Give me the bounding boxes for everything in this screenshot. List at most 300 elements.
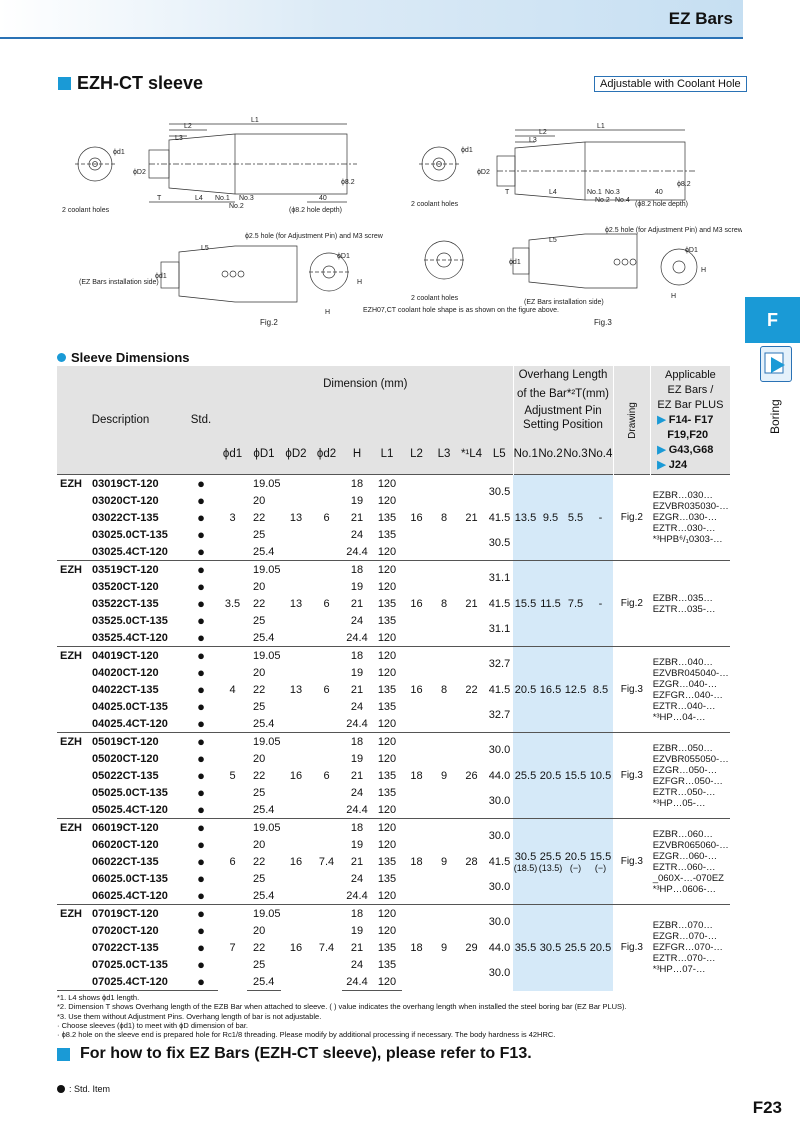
std-bullet-icon: ● — [197, 751, 205, 766]
row-code: 05025.0CT-135 — [92, 786, 168, 799]
table-row — [57, 819, 730, 837]
cell-H: 21 — [350, 769, 364, 782]
row-code: 07022CT-135 — [92, 941, 159, 954]
row-prefix — [57, 492, 92, 509]
applicable-item: EZGR…060-… — [652, 850, 718, 862]
row-code: 04025.0CT-135 — [92, 700, 168, 713]
cell-L1: 120 — [372, 733, 402, 751]
legend: : Std. Item — [57, 1084, 110, 1094]
cell-H: 18 — [342, 819, 372, 837]
cell-L1: 120 — [372, 973, 402, 991]
cell-H: 24.4 — [346, 889, 368, 902]
std-bullet-icon: ● — [197, 630, 205, 645]
cell-L2: 16 — [402, 647, 431, 733]
cell-D1: 19.05 — [247, 475, 281, 493]
row-prefix — [57, 836, 92, 853]
svg-text:L5: L5 — [549, 237, 557, 244]
cell-n2: 9.5 — [538, 475, 563, 561]
row-code: 04020CT-120 — [92, 666, 159, 679]
row-code: 03522CT-135 — [92, 597, 159, 610]
cell-L3: 9 — [431, 819, 457, 905]
cell-H: 24 — [350, 528, 364, 541]
row-prefix — [57, 973, 92, 991]
cell-H: 19 — [350, 666, 364, 679]
cell-d2: 7.4 — [311, 819, 342, 905]
cell-H: 24.4 — [346, 717, 368, 730]
footnotes — [57, 993, 747, 1039]
row-code: 07019CT-120 — [92, 905, 184, 923]
svg-text:(EZ Bars installation side): (EZ Bars installation side) — [79, 279, 159, 286]
cell-D2: 13 — [281, 475, 311, 561]
table-row — [57, 905, 730, 923]
row-prefix — [57, 578, 92, 595]
row-prefix — [57, 664, 92, 681]
svg-text:H: H — [701, 267, 707, 274]
table-header-row — [57, 366, 730, 384]
row-code: 06022CT-135 — [92, 855, 159, 868]
cell-H: 18 — [342, 561, 372, 579]
svg-text:L3: L3 — [175, 135, 183, 142]
cell-L5: 41.5 — [488, 855, 511, 868]
cell-D1: 25 — [253, 958, 266, 971]
cell-D1: 25.4 — [253, 889, 275, 902]
applicable-item: _060X-…-070EZ — [652, 872, 724, 884]
table-row — [57, 475, 730, 493]
cell-n4: 10.5 — [588, 733, 613, 819]
row-prefix — [57, 767, 92, 784]
std-bullet-icon: ● — [184, 973, 218, 991]
svg-text:ϕ2.5 hole (for Adjustment Pin): ϕ2.5 hole (for Adjustment Pin) and M3 screw — [245, 233, 383, 240]
cell-H: 19 — [350, 838, 364, 851]
std-bullet-icon: ● — [197, 493, 205, 508]
cell-D1: 19.05 — [247, 561, 281, 579]
cell-H: 24.4 — [342, 973, 372, 991]
svg-text:No.2: No.2 — [595, 197, 610, 204]
header-title: EZ Bars — [668, 9, 733, 28]
applicable-item: EZFGR…070-… — [652, 942, 723, 954]
std-bullet-icon: ● — [197, 854, 205, 869]
row-code: 07025.4CT-120 — [92, 973, 184, 991]
svg-text:No.3: No.3 — [605, 189, 620, 196]
cell-L5: 32.7 — [488, 709, 511, 721]
col-H: H — [342, 433, 372, 474]
row-code: 05025.4CT-120 — [92, 803, 168, 816]
technical-drawings — [57, 112, 742, 342]
cell-d1: 4 — [218, 647, 247, 733]
row-code: 06025.0CT-135 — [92, 872, 168, 885]
cell-H: 24 — [350, 872, 364, 885]
howto-square-icon — [57, 1048, 70, 1061]
applicable-item: EZGR…030-… — [652, 512, 718, 523]
row-prefix: EZH — [57, 647, 92, 665]
cell-n2: 20.5 — [538, 733, 563, 819]
std-bullet-icon: ● — [184, 475, 218, 493]
std-bullet-icon: ● — [197, 510, 205, 525]
cell-L5: 44.0 — [488, 941, 511, 954]
svg-text:ϕD2: ϕD2 — [133, 169, 146, 176]
cell-D1: 22 — [253, 769, 266, 782]
cell-applicable — [651, 647, 730, 733]
cell-D1: 25.4 — [253, 545, 275, 558]
std-bullet-icon: ● — [197, 527, 205, 542]
cell-L3: 9 — [431, 905, 457, 991]
cell-L5: 30.0 — [488, 967, 511, 980]
applicable-item: EZBR…070… — [652, 920, 713, 932]
section-title — [58, 73, 203, 94]
cell-H: 18 — [342, 905, 372, 923]
cell-D1: 19.05 — [247, 905, 281, 923]
svg-text:ϕd1: ϕd1 — [113, 149, 125, 156]
cell-H: 18 — [342, 733, 372, 751]
cell-applicable — [651, 475, 730, 561]
applicable-item: *³HP…04-… — [652, 711, 706, 723]
cell-D1: 22 — [253, 511, 266, 524]
header-std: Std. — [184, 366, 218, 475]
std-bullet-icon: ● — [184, 733, 218, 751]
svg-text:No.1: No.1 — [215, 195, 230, 202]
svg-text:2 coolant holes: 2 coolant holes — [411, 295, 459, 302]
svg-text:H: H — [357, 279, 363, 286]
svg-text:L2: L2 — [184, 123, 192, 130]
cell-applicable — [651, 905, 730, 991]
cell-L5: 41.5 — [488, 511, 511, 524]
header-overhang-1: Overhang Length — [513, 366, 613, 384]
row-prefix: EZH — [57, 561, 92, 579]
row-code: 03025.0CT-135 — [92, 528, 168, 541]
cell-D1: 20 — [253, 838, 266, 851]
svg-text:(ϕ8.2 hole depth): (ϕ8.2 hole depth) — [635, 201, 688, 208]
section-square-icon — [58, 77, 71, 90]
cell-L4: 21 — [457, 475, 486, 561]
row-code: 03519CT-120 — [92, 561, 184, 579]
col-D1: ϕD1 — [247, 433, 281, 474]
applicable-item: EZTR…060-… — [652, 861, 716, 873]
applicable-item: EZVBR045040-… — [652, 667, 729, 679]
table-row — [57, 561, 730, 579]
std-bullet-icon: ● — [197, 596, 205, 611]
cell-applicable — [651, 733, 730, 819]
applicable-item: EZBR…030… — [652, 490, 713, 501]
applicable-item: EZFGR…040-… — [652, 689, 723, 701]
boring-bar-icon — [760, 346, 792, 382]
cell-D1: 25 — [253, 614, 266, 627]
cell-L4: 26 — [457, 733, 486, 819]
applicable-item: EZTR…040-… — [652, 700, 716, 712]
row-prefix — [57, 681, 92, 698]
cell-d2: 6 — [311, 475, 342, 561]
cell-L1: 135 — [377, 528, 397, 541]
row-code: 04019CT-120 — [92, 647, 184, 665]
svg-text:L1: L1 — [597, 123, 605, 130]
std-bullet-icon: ● — [184, 819, 218, 837]
svg-text:(ϕ8.2 hole depth): (ϕ8.2 hole depth) — [289, 207, 342, 214]
cell-d2: 7.4 — [311, 905, 342, 991]
cell-d2: 6 — [311, 647, 342, 733]
cell-n3: 12.5 — [563, 647, 588, 733]
drawing-svg — [57, 112, 742, 342]
cell-L1: 120 — [377, 803, 397, 816]
cell-L1: 135 — [377, 872, 397, 885]
row-prefix — [57, 698, 92, 715]
col-no4: No.4 — [588, 433, 613, 474]
std-bullet-icon: ● — [197, 888, 205, 903]
cell-L4: 28 — [457, 819, 486, 905]
cell-D1: 19.05 — [247, 733, 281, 751]
cell-L1: 120 — [372, 475, 402, 493]
table-title: Sleeve Dimensions — [57, 350, 190, 365]
row-prefix — [57, 526, 92, 543]
applicable-item: EZFGR…050-… — [652, 775, 723, 787]
std-bullet-icon: ● — [197, 768, 205, 783]
std-bullet-icon — [57, 1085, 65, 1093]
cell-L5: 30.0 — [486, 819, 513, 854]
applicable-item: EZGR…070-… — [652, 931, 718, 943]
cell-D1: 25 — [253, 700, 266, 713]
cell-n1: 35.5 — [513, 905, 538, 991]
std-bullet-icon: ● — [197, 837, 205, 852]
fig3-bottom-view — [529, 234, 637, 288]
row-prefix — [57, 939, 92, 956]
cell-D1: 19.05 — [247, 647, 281, 665]
std-bullet-icon: ● — [197, 957, 205, 972]
row-prefix — [57, 595, 92, 612]
cell-L1: 120 — [377, 666, 397, 679]
cell-L4: 29 — [457, 905, 486, 991]
std-bullet-icon: ● — [197, 923, 205, 938]
row-prefix — [57, 509, 92, 526]
table-row — [57, 647, 730, 665]
cell-H: 24 — [350, 786, 364, 799]
cell-D1: 20 — [253, 752, 266, 765]
cell-D2: 16 — [281, 905, 311, 991]
cell-D1: 25 — [253, 872, 266, 885]
cell-H: 24 — [350, 614, 364, 627]
cell-L4: 21 — [457, 561, 486, 647]
svg-text:2 coolant holes: 2 coolant holes — [62, 207, 110, 214]
row-prefix — [57, 801, 92, 819]
cell-D2: 16 — [281, 733, 311, 819]
cell-D1: 25 — [253, 786, 266, 799]
row-prefix — [57, 543, 92, 561]
svg-text:No.4: No.4 — [615, 197, 630, 204]
cell-H: 21 — [350, 511, 364, 524]
cell-H: 19 — [350, 580, 364, 593]
std-bullet-icon: ● — [197, 665, 205, 680]
cell-H: 18 — [342, 475, 372, 493]
cell-L1: 120 — [377, 580, 397, 593]
cell-n4: - — [588, 561, 613, 647]
cell-L1: 120 — [372, 819, 402, 837]
cell-L5: 30.5 — [488, 537, 511, 549]
cell-D1: 22 — [253, 597, 266, 610]
applicable-item: *³HPB⁶/₁0303-… — [652, 534, 723, 545]
svg-text:L5: L5 — [201, 245, 209, 252]
col-L1: L1 — [372, 433, 402, 474]
std-bullet-icon: ● — [197, 785, 205, 800]
svg-text:ϕD2: ϕD2 — [477, 169, 490, 176]
sleeve-dimension-table — [57, 366, 730, 991]
std-bullet-icon: ● — [197, 699, 205, 714]
cell-H: 24.4 — [346, 803, 368, 816]
cell-D1: 20 — [253, 924, 266, 937]
cell-D1: 25.4 — [253, 717, 275, 730]
std-bullet-icon: ● — [197, 940, 205, 955]
row-code: 05020CT-120 — [92, 752, 159, 765]
cell-n1: 15.5 — [513, 561, 538, 647]
row-prefix — [57, 750, 92, 767]
cell-L1: 135 — [377, 614, 397, 627]
cell-L3: 8 — [431, 475, 457, 561]
header-bar — [0, 0, 743, 39]
cell-D1: 25.4 — [247, 973, 281, 991]
row-code: 03525.0CT-135 — [92, 614, 168, 627]
cell-D1: 19.05 — [247, 819, 281, 837]
cell-applicable — [651, 819, 730, 905]
col-L5: L5 — [486, 433, 513, 474]
cell-L1: 120 — [377, 889, 397, 902]
cell-D2: 13 — [281, 647, 311, 733]
svg-text:L4: L4 — [195, 195, 203, 202]
note-1: *1. L4 shows ϕd1 length. — [57, 993, 140, 1002]
cell-L1: 135 — [377, 683, 397, 696]
row-code: 03020CT-120 — [92, 494, 159, 507]
row-code: 05019CT-120 — [92, 733, 184, 751]
svg-text:ϕd1: ϕd1 — [155, 273, 167, 280]
col-d1: ϕd1 — [218, 433, 247, 474]
col-no1: No.1 — [513, 433, 538, 474]
cell-L1: 135 — [377, 855, 397, 868]
cell-L2: 16 — [402, 475, 431, 561]
svg-text:No.3: No.3 — [239, 195, 254, 202]
row-prefix — [57, 784, 92, 801]
applicable-item: *³HP…05-… — [652, 797, 706, 809]
cell-L5: 41.5 — [488, 597, 511, 610]
cell-d1: 3 — [218, 475, 247, 561]
cell-L1: 120 — [377, 717, 397, 730]
row-prefix — [57, 715, 92, 733]
svg-text:40: 40 — [655, 189, 663, 196]
cell-H: 19 — [350, 494, 364, 507]
cell-drawing: Fig.2 — [613, 561, 651, 647]
applicable-item: EZVBR065060-… — [652, 839, 729, 851]
svg-text:ϕD1: ϕD1 — [685, 247, 698, 254]
cell-n4: 8.5 — [588, 647, 613, 733]
header-adjust: Adjustment Pin Setting Position — [513, 403, 613, 433]
svg-text:T: T — [505, 189, 510, 196]
svg-text:No.2: No.2 — [229, 203, 244, 210]
cell-n1: 30.5 (18.5) — [513, 819, 538, 905]
cell-drawing: Fig.2 — [613, 475, 651, 561]
cell-L5: 30.0 — [486, 733, 513, 768]
cell-L1: 135 — [377, 700, 397, 713]
cell-D1: 20 — [253, 580, 266, 593]
cell-L1: 120 — [377, 545, 397, 558]
cell-L4: 22 — [457, 647, 486, 733]
row-prefix: EZH — [57, 905, 92, 923]
svg-text:L4: L4 — [549, 189, 557, 196]
cell-D1: 22 — [253, 941, 266, 954]
svg-text:No.1: No.1 — [587, 189, 602, 196]
cell-H: 24.4 — [346, 545, 368, 558]
applicable-item: EZVBR055050-… — [652, 753, 729, 765]
cell-D1: 25 — [253, 528, 266, 541]
row-prefix — [57, 922, 92, 939]
col-D2: ϕD2 — [281, 433, 311, 474]
applicable-item: EZGR…040-… — [652, 678, 718, 690]
applicable-item: *³HP…0606-… — [652, 883, 717, 895]
applicable-item: EZTR…030-… — [652, 523, 716, 534]
cell-L5: 31.1 — [488, 623, 511, 635]
header-overhang-2: of the Bar*²T(mm) — [513, 384, 613, 402]
cell-D2: 13 — [281, 561, 311, 647]
cell-L1: 120 — [377, 924, 397, 937]
row-prefix: EZH — [57, 475, 92, 493]
cell-n2: 25.5 (13.5) — [538, 819, 563, 905]
applicable-item: EZBR…060… — [652, 828, 713, 840]
cell-L3: 8 — [431, 561, 457, 647]
chapter-tab[interactable]: F — [745, 297, 800, 343]
cell-D2: 16 — [281, 819, 311, 905]
side-label-boring: Boring — [768, 399, 782, 434]
header-dimension: Dimension (mm) — [218, 366, 513, 403]
cell-H: 21 — [350, 855, 364, 868]
cell-drawing: Fig.3 — [613, 647, 651, 733]
cell-drawing: Fig.3 — [613, 733, 651, 819]
applicable-item: EZBR…035… — [652, 592, 713, 604]
cell-L3: 9 — [431, 733, 457, 819]
header-applicable: Applicable EZ Bars / EZ Bar PLUS ▶ F14- F17 F19,F20 ▶ G43,G68 ▶ J24 — [651, 366, 730, 475]
row-prefix — [57, 887, 92, 905]
note-4: · Choose sleeves (ϕd1) to meet with ϕD dimension of bar. — [57, 1020, 248, 1030]
std-bullet-icon: ● — [197, 802, 205, 817]
cell-L1: 135 — [377, 941, 397, 954]
row-code: 06019CT-120 — [92, 819, 184, 837]
svg-text:ϕ8.2: ϕ8.2 — [677, 181, 691, 188]
svg-text:ϕd1: ϕd1 — [461, 147, 473, 154]
table-row — [57, 733, 730, 751]
col-L4: *¹L4 — [457, 433, 486, 474]
cell-L2: 18 — [402, 733, 431, 819]
cell-n4: 20.5 — [588, 905, 613, 991]
row-code: 03022CT-135 — [92, 511, 159, 524]
cell-L5: 30.5 — [486, 475, 513, 510]
svg-text:L1: L1 — [251, 117, 259, 124]
std-bullet-icon: ● — [184, 905, 218, 923]
row-code: 03019CT-120 — [92, 475, 184, 493]
svg-text:(EZ Bars installation side): (EZ Bars installation side) — [524, 299, 604, 306]
cell-L1: 120 — [377, 631, 397, 644]
cell-H: 19 — [350, 924, 364, 937]
col-L2: L2 — [402, 433, 431, 474]
cell-L5: 30.0 — [488, 881, 511, 893]
cell-d1: 6 — [218, 819, 247, 905]
svg-text:Fig.2: Fig.2 — [260, 318, 278, 327]
applicable-item: EZTR…070-… — [652, 953, 716, 965]
std-bullet-icon: ● — [197, 716, 205, 731]
cell-n2: 11.5 — [538, 561, 563, 647]
col-d2: ϕd2 — [311, 433, 342, 474]
cell-d1: 7 — [218, 905, 247, 991]
cell-applicable — [651, 561, 730, 647]
row-code: 06020CT-120 — [92, 838, 159, 851]
cell-D1: 22 — [253, 855, 266, 868]
cell-H: 21 — [350, 683, 364, 696]
page-number: F23 — [752, 1098, 782, 1117]
cell-d1: 3.5 — [218, 561, 247, 647]
cell-n3: 7.5 — [563, 561, 588, 647]
cell-D1: 25.4 — [253, 803, 275, 816]
cell-L1: 120 — [377, 838, 397, 851]
